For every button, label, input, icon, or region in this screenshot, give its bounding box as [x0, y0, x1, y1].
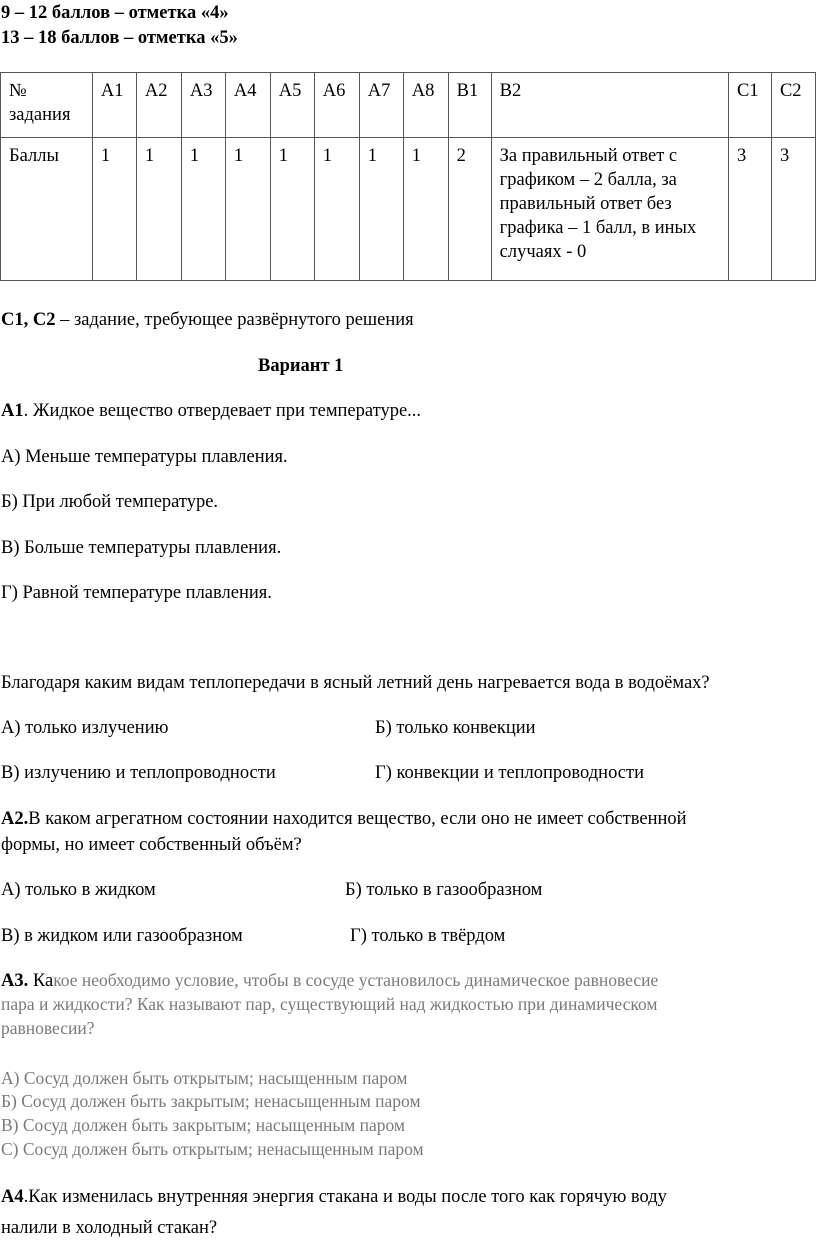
question-text: налили в холодный стакан? — [1, 1218, 218, 1238]
question-text: пара и жидкости? Как называют пар, существующий над жидкостью при динамическом — [1, 994, 658, 1014]
header-cell: С1 — [728, 73, 771, 138]
question-label: А2. — [1, 809, 29, 829]
question-a1 — [1, 400, 421, 422]
question-label: А3. — [1, 971, 29, 991]
table-header-row — [1, 73, 816, 138]
question-text: .Как изменилась внутренняя энергия стакана и воды после того как горячую воду — [23, 1187, 667, 1207]
table-cell: 1 — [403, 138, 448, 281]
option: А) Сосуд должен быть открытым; насыщенным паром — [1, 1068, 408, 1088]
note — [1, 309, 414, 331]
header-cell: А3 — [181, 73, 225, 138]
question-label: А4 — [1, 1187, 24, 1207]
table-cell: 3 — [771, 138, 815, 281]
table-row — [1, 138, 816, 281]
header-cell: С2 — [771, 73, 815, 138]
question-lead: Ка — [28, 971, 54, 991]
option: В) Сосуд должен быть закрытым; насыщенным паром — [1, 1115, 406, 1135]
header-cell: А1 — [92, 73, 136, 138]
question-text: кое необходимо условие, чтобы в сосуде установилось динамическое равновесие — [53, 970, 659, 990]
option: Б) При любой температуре. — [1, 492, 219, 512]
option: В) излучению и теплопроводности — [1, 763, 276, 783]
option: А) Меньше температуры плавления. — [1, 447, 288, 467]
question-text: формы, но имеет собственный объём? — [1, 835, 302, 855]
note-label: С1, С2 — [1, 310, 56, 330]
grading-4: 9 – 12 баллов – отметка «4» — [1, 3, 229, 23]
table-cell: Баллы — [1, 138, 93, 281]
option: Г) только в твёрдом — [350, 926, 506, 946]
note-text: – задание, требующее развёрнутого решения — [55, 310, 414, 330]
header-cell: А2 — [136, 73, 181, 138]
question-a3 — [1, 969, 658, 992]
table-cell: 1 — [270, 138, 314, 281]
option: Б) только конвекции — [375, 718, 536, 738]
option: А) только излучению — [1, 718, 169, 738]
question-text: Благодаря каким видам теплопередачи в ясный летний день нагревается вода в водоёмах? — [1, 673, 710, 693]
table-cell: За правильный ответ с графиком – 2 балла, за правильный ответ без графика – 1 балл, в иных случаях - 0 — [491, 138, 728, 281]
option: Г) Равной температуре плавления. — [1, 583, 272, 603]
header-cell: А6 — [314, 73, 359, 138]
question-text: . Жидкое вещество отвердевает при температуре... — [23, 401, 422, 421]
header-cell: А8 — [403, 73, 448, 138]
table-cell: 1 — [314, 138, 359, 281]
header-cell: В2 — [491, 73, 728, 138]
option: Г) конвекции и теплопроводности — [375, 763, 644, 783]
table-cell: 2 — [448, 138, 491, 281]
option: В) Больше температуры плавления. — [1, 538, 282, 558]
table-cell: 3 — [728, 138, 771, 281]
option: Б) только в газообразном — [345, 880, 543, 900]
header-cell: А5 — [270, 73, 314, 138]
score-table — [0, 72, 816, 281]
table-cell: 1 — [359, 138, 403, 281]
question-label: А1 — [1, 401, 24, 421]
table-cell: 1 — [181, 138, 225, 281]
option: Б) Сосуд должен быть закрытым; ненасыщенным паром — [1, 1091, 421, 1111]
table-cell: 1 — [225, 138, 270, 281]
question-a4 — [1, 1186, 667, 1208]
header-cell: В1 — [448, 73, 491, 138]
header-cell: А4 — [225, 73, 270, 138]
option: С) Сосуд должен быть открытым; ненасыщенным паром — [1, 1139, 424, 1159]
question-text: В каком агрегатном состоянии находится вещество, если оно не имеет собственной — [28, 809, 687, 829]
header-cell: № задания — [1, 73, 93, 138]
option: В) в жидком или газообразном — [1, 926, 243, 946]
grading-5: 13 – 18 баллов – отметка «5» — [1, 28, 238, 48]
table-cell: 1 — [92, 138, 136, 281]
question-a2 — [1, 808, 687, 830]
option: А) только в жидком — [1, 880, 156, 900]
header-cell: А7 — [359, 73, 403, 138]
question-text: равновесии? — [1, 1018, 95, 1038]
variant-title: Вариант 1 — [258, 356, 344, 376]
table-cell: 1 — [136, 138, 181, 281]
